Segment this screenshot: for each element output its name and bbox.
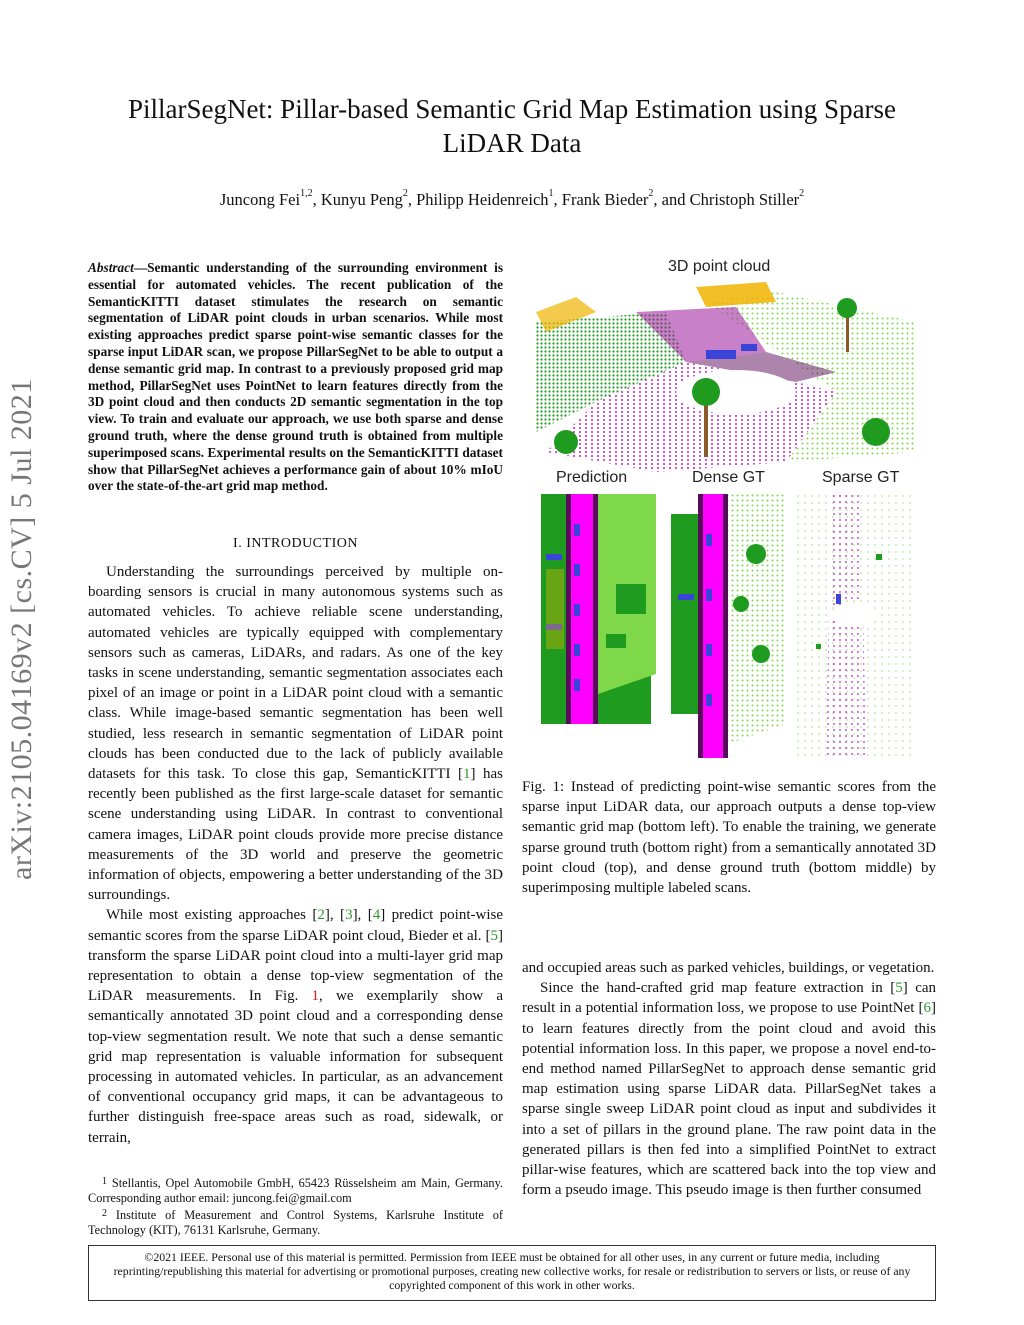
intro-body (88, 562, 503, 1148)
author-name: Christoph Stiller (689, 190, 800, 209)
figure-link[interactable]: 1 (311, 988, 320, 1005)
figure-caption (522, 777, 936, 898)
author-list: Juncong Fei$^{1,2}$, Kunyu Peng$^2$, Philipp Heidenreich$^1$, Frank Bieder$^2$, and Christoph Stiller$^2$ (219, 188, 805, 209)
text-span: Institute of Measurement and Control Systems, Karlsruhe Institute of Technology (KIT), 76131 Karlsruhe, Germany. (88, 1208, 503, 1237)
citation-link[interactable]: 6 (923, 1000, 931, 1017)
text-span: ] to learn features directly from the point cloud and avoid this potential information loss. In this paper, we propose a novel end-to-end method named PillarSegNet to approach dense semantic grid map estimation using sparse LiDAR data. PillarSegNet takes a sparse single sweep LiDAR point cloud as input and subdivides it into a set of pillars in the ground plane. The raw point data in the generated pillars is then fed into a simplified PointNet to extract pillar-wise features, which are scattered back into the top view and form a pseudo image. This pseudo image is then further consumed (522, 1000, 936, 1199)
text-span: Stellantis, Opel Automobile GmbH, 65423 Rüsselsheim am Main, Germany. Corresponding author email: juncong.fei@gmail.com (88, 1176, 504, 1205)
footnote-1 (88, 1176, 503, 1206)
figure-label-dense-gt: Dense GT (692, 469, 765, 486)
text-span: ] can result in a potential information loss, we propose to use PointNet [ (522, 980, 937, 1017)
prediction-grid-map (536, 494, 656, 758)
text-span: , we exemplarily show a semantically annotated 3D point cloud and a corresponding dense top-view segmentation result. We note that such a dense semantic grid map representation is valuable information for subsequent processing in automated vehicles. In particular, as an advancement of conventional occupancy grid maps, it can be advantageous to further distinguish free-space areas such as road, sidewalk, or terrain, (88, 988, 503, 1146)
abstract-label: Abstract (88, 260, 134, 275)
section-heading: I. INTRODUCTION (233, 536, 358, 551)
author-name: Kunyu Peng (320, 190, 403, 209)
intro-paragraph-2 (88, 905, 503, 1147)
right-column-body (522, 958, 936, 1200)
author-affiliation: 2 (402, 188, 408, 199)
author-affiliation: 2 (648, 188, 654, 199)
figure-1 (536, 258, 916, 758)
citation-link[interactable]: 3 (345, 907, 353, 924)
text-span: Understanding the surroundings perceived by multiple on-boarding sensors is crucial in many autonomous systems such as automated vehicles. To achieve reliable scene understanding, automated vehicles are typically equipped with complementary sensors such as cameras, LiDARs, and radars. As one of the key tasks in scene understanding, semantic segmentation associates each pixel of an image or point in a LiDAR point cloud with a semantic class. While image-based semantic segmentation has been well studied, less research in semantic segmentation of LiDAR point clouds has been conducted due to the lack of publicly available datasets for this task. To close this gap, SemanticKITTI [ (88, 564, 503, 783)
text-span: ], [ (352, 907, 373, 924)
title-line-2: LiDAR Data (442, 128, 582, 158)
title-line-1: PillarSegNet: Pillar-based Semantic Grid Map Estimation using Sparse (127, 94, 897, 124)
arxiv-stamp: arXiv:2105.04169v2 [cs.CV] 5 Jul 2021 (5, 378, 38, 880)
right-paragraph-1: and occupied areas such as parked vehicles, buildings, or vegetation. (522, 960, 935, 976)
text-span: ] transform the sparse LiDAR point cloud into a multi-layer grid map representation to obtain a dense top-view segmentation of the LiDAR measurements. In Fig. (88, 927, 503, 1005)
citation-link[interactable]: 5 (490, 927, 498, 944)
point-cloud-3d-image (536, 282, 916, 472)
citation-link[interactable]: 1 (463, 766, 471, 783)
text-span: ], [ (324, 907, 346, 924)
author-name: Frank Bieder (561, 190, 649, 209)
citation-link[interactable]: 2 (317, 907, 325, 924)
citation-link[interactable]: 4 (372, 907, 381, 924)
paper-title (90, 92, 934, 160)
sparse-gt-grid-map (796, 494, 916, 758)
intro-paragraph-1 (88, 562, 503, 905)
citation-link[interactable]: 5 (895, 980, 903, 997)
dense-gt-grid-map (666, 494, 786, 758)
abstract-text: —Semantic understanding of the surrounding environment is essential for automated vehicles. The recent publication of the SemanticKITTI dataset stimulates the research on semantic segmentation of LiDAR point clouds in urban scenarios. While most existing approaches predict sparse point-wise semantic classes for the sparse input LiDAR scan, we propose PillarSegNet to be able to output a dense semantic grid map. In contrast to a previously proposed grid map method, PillarSegNet uses PointNet to learn features directly from the 3D point cloud and then conducts 2D semantic segmentation in the top view. To train and evaluate our approach, we use both sparse and dense ground truth, where the dense ground truth is obtained from multiple superimposed scans. Experimental results on the SemanticKITTI dataset show that PillarSegNet achieves a performance gain of about 10% mIoU over the state-of-the-art grid map method. (88, 260, 503, 494)
footnote-marker: 2 (102, 1208, 107, 1219)
footnotes (88, 1176, 503, 1240)
author-affiliation: 2 (799, 188, 805, 199)
author-name: Philipp Heidenreich (416, 190, 549, 209)
figure-label-3d-point-cloud: 3D point cloud (668, 258, 771, 275)
author-name: Juncong Fei (219, 190, 301, 209)
text-span: Since the hand-crafted grid map feature extraction in [ (540, 980, 896, 997)
figure-label-prediction: Prediction (556, 469, 628, 486)
figure-label-sparse-gt: Sparse GT (822, 469, 900, 486)
abstract (88, 260, 503, 495)
text-span: ] predict point-wise semantic scores from the sparse LiDAR point cloud, Bieder et al. [ (88, 907, 503, 944)
footnote-2 (88, 1208, 503, 1238)
text-span: ] has recently been published as the first large-scale dataset for semantic scene understanding using LiDAR. In contrast to conventional camera images, LiDAR point clouds provide more precise distance measurements of the 3D world and preserve the geometric information of objects, empowering a better understanding of the 3D surroundings. (88, 766, 503, 904)
copyright-notice: ©2021 IEEE. Personal use of this material is permitted. Permission from IEEE must be obtained for all other uses, in any current or future media, including reprinting/republishing this material for advertising or promotional purposes, creating new collective works, for resale or redistribution to servers or lists, or reuse of any copyrighted component of this work in other works. (88, 1245, 936, 1301)
author-affiliation: 1,2 (300, 188, 313, 199)
footnote-marker: 1 (102, 1176, 107, 1187)
caption-text: Fig. 1: Instead of predicting point-wise semantic scores from the sparse input LiDAR data, our approach outputs a dense top-view semantic grid map (bottom left). To enable the training, we generate sparse ground truth (bottom right) from a semantically annotated 3D point cloud (top), and dense ground truth (bottom middle) by superimposing multiple labeled scans. (522, 779, 936, 897)
right-paragraph-2 (522, 978, 936, 1200)
author-affiliation: 1 (548, 188, 554, 199)
text-span: While most existing approaches [ (106, 907, 318, 924)
